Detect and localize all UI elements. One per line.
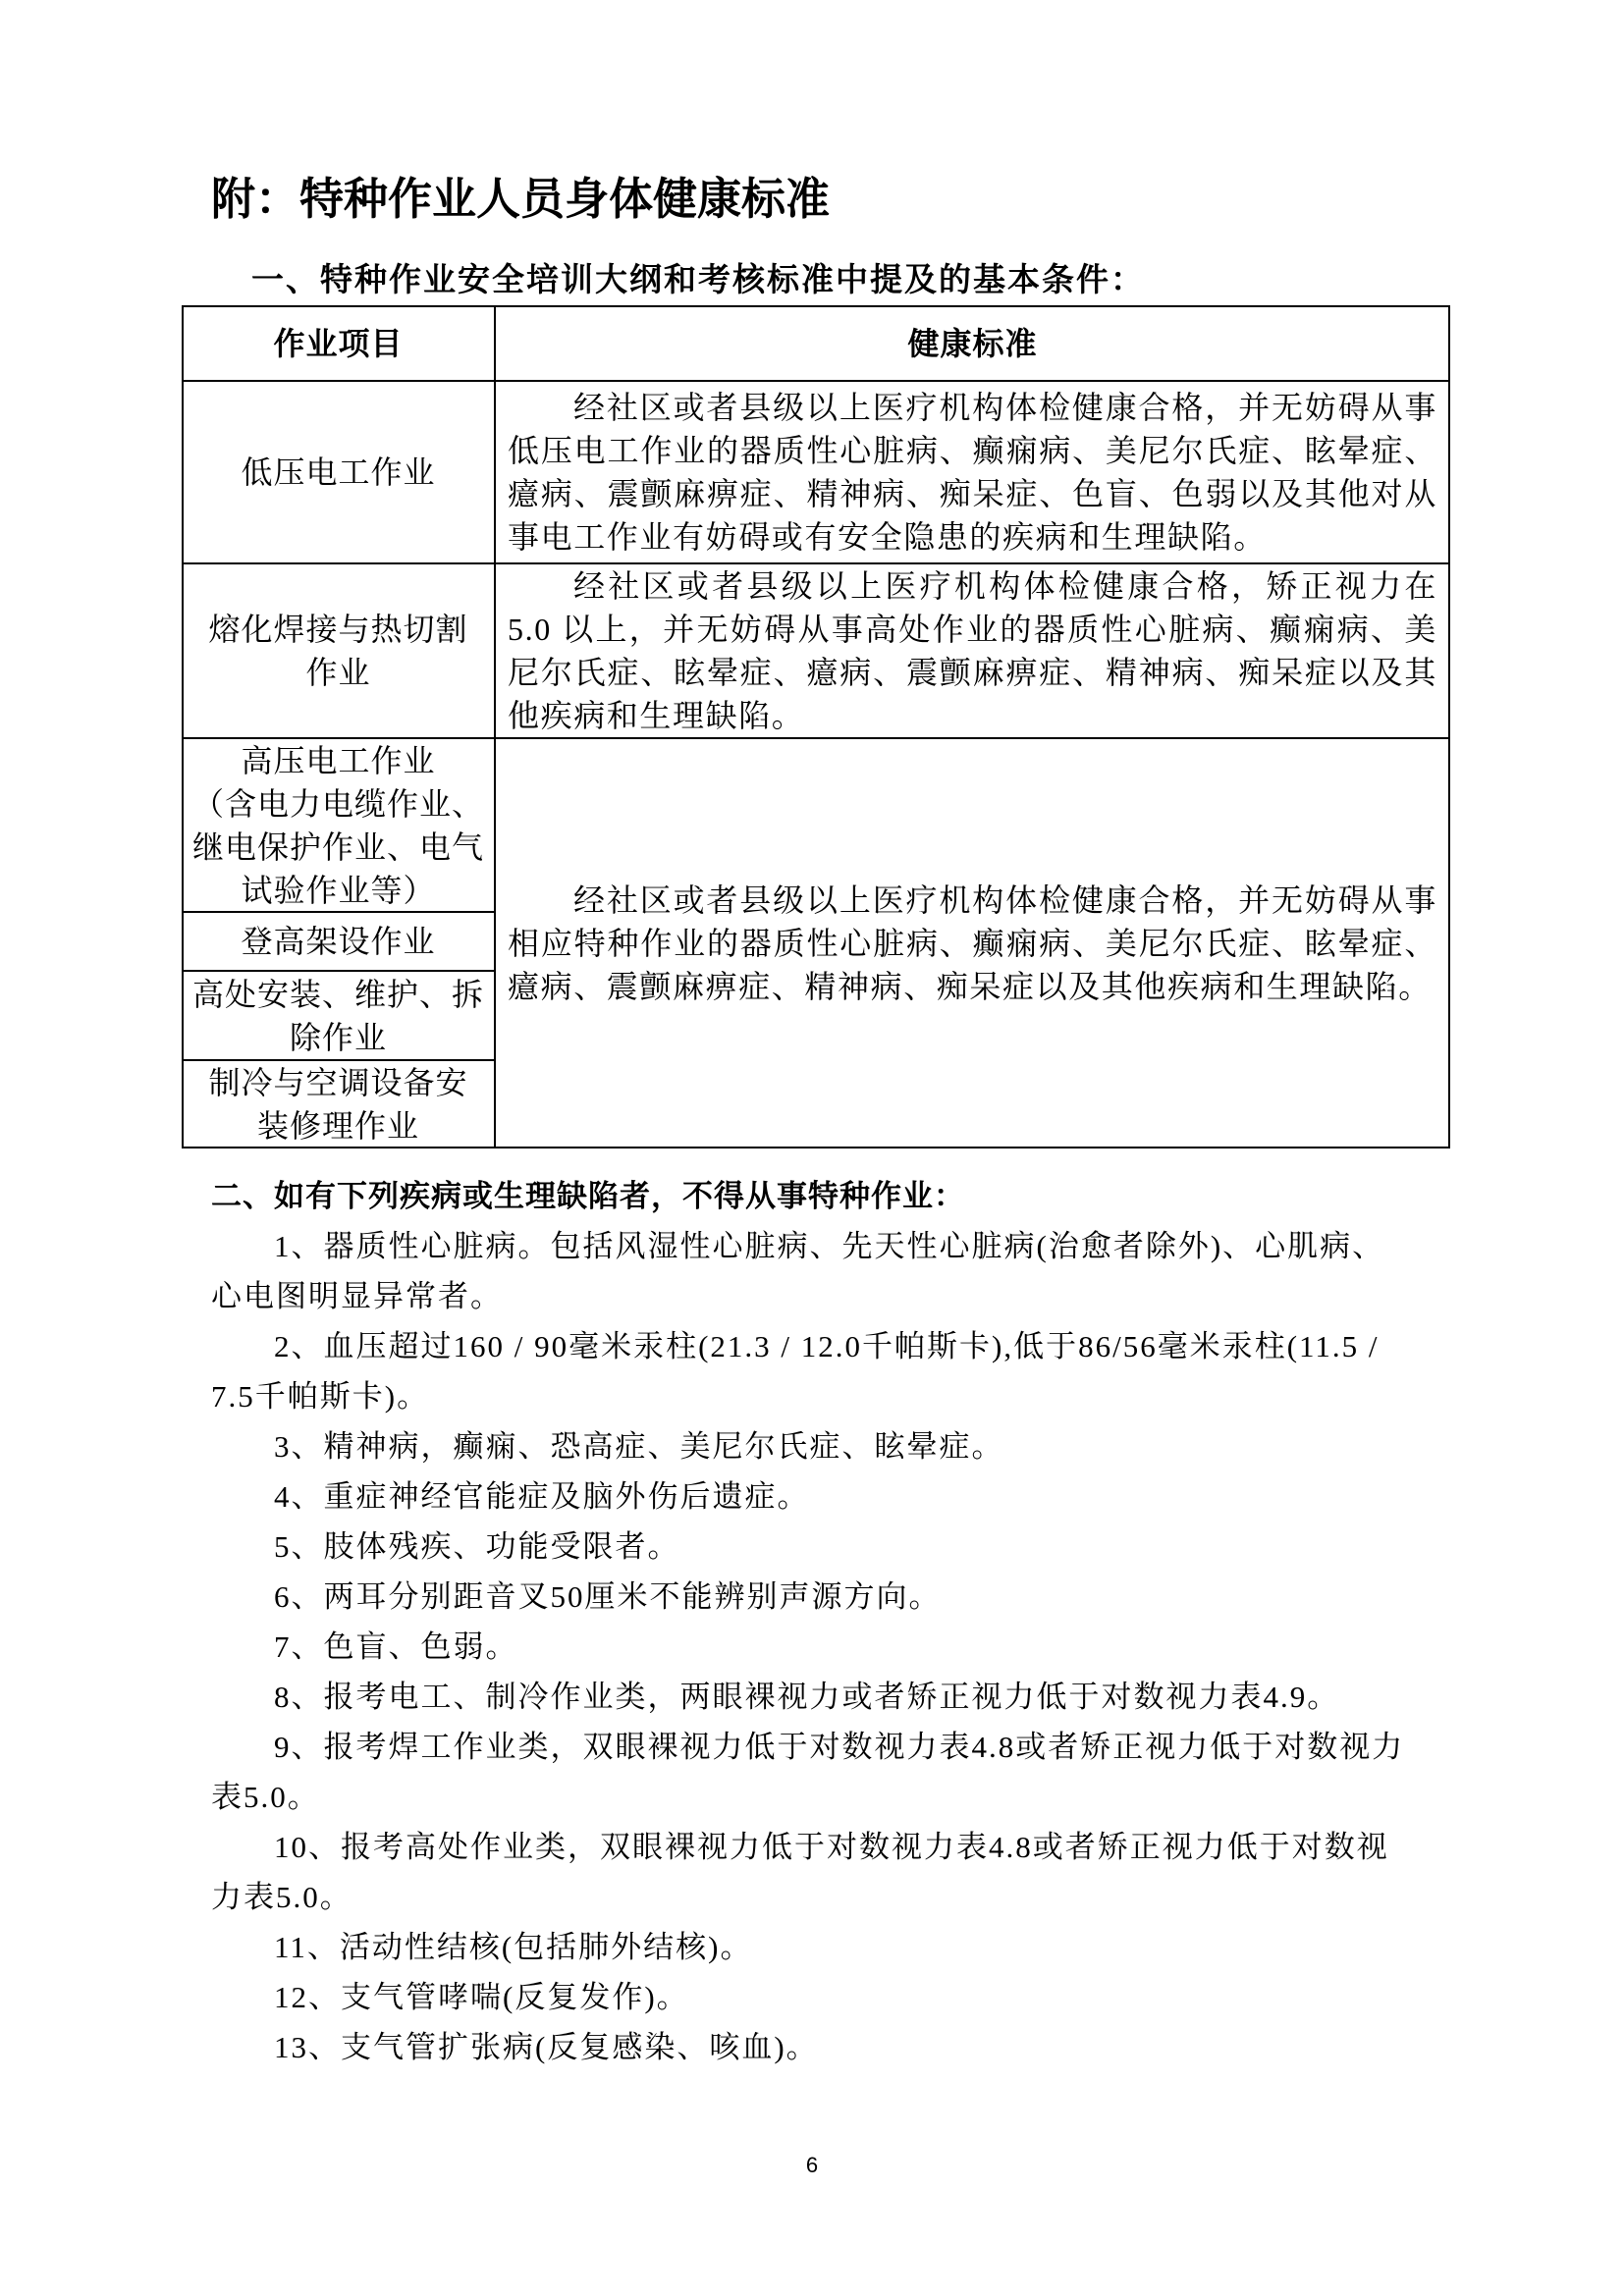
standard-cell-merged xyxy=(495,738,1450,1148)
job-cell xyxy=(182,738,495,912)
disqualifying-conditions-section xyxy=(211,1171,1411,2072)
standard-text: 经社区或者县级以上医疗机构体检健康合格，矫正视力在5.0 以上，并无妨碍从事高处作业的器质性心脏病、癫痫病、美尼尔氏症、眩晕症、癔病、震颤麻痹症、精神病、痴呆症以及其他疾病和生理缺陷。 xyxy=(508,568,1437,733)
job-label-line: 高处安装、维护、拆 xyxy=(191,976,484,1012)
list-item: 2、血压超过160 / 90毫米汞柱(21.3 / 12.0千帕斯卡),低于86/56毫米汞柱(11.5 / 7.5千帕斯卡)。 xyxy=(211,1329,1380,1414)
standard-text: 经社区或者县级以上医疗机构体检健康合格，并无妨碍从事相应特种作业的器质性心脏病、癫痫病、美尼尔氏症、眩晕症、癔病、震颤麻痹症、精神病、痴呆症以及其他疾病和生理缺陷。 xyxy=(508,882,1437,1004)
standard-cell xyxy=(495,563,1450,738)
job-label-line: 除作业 xyxy=(289,1019,387,1055)
job-label-line: 高压电工作业 xyxy=(241,742,436,778)
job-label-line: 低压电工作业 xyxy=(241,454,436,490)
section1-heading: 一、特种作业安全培训大纲和考核标准中提及的基本条件： xyxy=(251,263,1145,298)
job-label-line: （含电力电缆作业、 xyxy=(191,785,484,822)
header-label-standard: 健康标准 xyxy=(907,325,1038,361)
section2-heading: 二、如有下列疾病或生理缺陷者，不得从事特种作业： xyxy=(211,1179,965,1213)
list-item: 8、报考电工、制冷作业类，两眼裸视力或者矫正视力低于对数视力表4.9。 xyxy=(274,1680,1340,1714)
job-label-line: 装修理作业 xyxy=(256,1108,419,1144)
job-label-line: 登高架设作业 xyxy=(241,924,436,959)
job-cell xyxy=(182,971,495,1060)
header-label-job: 作业项目 xyxy=(273,325,404,361)
standard-cell xyxy=(495,381,1450,563)
job-cell xyxy=(182,1060,495,1148)
job-cell xyxy=(182,563,495,738)
job-cell xyxy=(182,912,495,971)
list-item: 7、色盲、色弱。 xyxy=(274,1629,518,1664)
list-item: 13、支气管扩张病(反复感染、咳血)。 xyxy=(274,2030,819,2064)
health-standard-table xyxy=(182,305,1450,1148)
page-number: 6 xyxy=(805,2153,819,2177)
list-item: 1、器质性心脏病。包括风湿性心脏病、先天性心脏病(治愈者除外)、心肌病、心电图明显异常者。 xyxy=(211,1229,1385,1313)
job-label-line: 试验作业等） xyxy=(241,872,436,908)
standard-text: 经社区或者县级以上医疗机构体检健康合格，并无妨碍从事低压电工作业的器质性心脏病、癫痫病、美尼尔氏症、眩晕症、癔病、震颤麻痹症、精神病、痴呆症、色盲、色弱以及其他对从事电工作业有妨碍或有安全隐患的疾病和生理缺陷。 xyxy=(508,390,1437,555)
list-item: 6、两耳分别距音叉50厘米不能辨别声源方向。 xyxy=(274,1579,942,1614)
job-label-line: 作业 xyxy=(305,655,371,690)
list-item: 3、精神病，癫痫、恐高症、美尼尔氏症、眩晕症。 xyxy=(274,1429,1004,1464)
page-title: 附：特种作业人员身体健康标准 xyxy=(211,175,831,224)
job-label-line: 熔化焊接与热切割 xyxy=(208,612,468,647)
list-item: 4、重症神经官能症及脑外伤后遗症。 xyxy=(274,1479,810,1514)
header-cell-job xyxy=(182,305,495,381)
list-item: 10、报考高处作业类，双眼裸视力低于对数视力表4.8或者矫正视力低于对数视力表5.0。 xyxy=(211,1830,1389,1914)
job-label-line: 制冷与空调设备安 xyxy=(208,1065,468,1100)
job-cell xyxy=(182,381,495,563)
list-item: 9、报考焊工作业类，双眼裸视力低于对数视力表4.8或者矫正视力低于对数视力表5.0。 xyxy=(211,1730,1405,1814)
list-item: 12、支气管哮喘(反复发作)。 xyxy=(274,1980,689,2014)
list-item: 11、活动性结核(包括肺外结核)。 xyxy=(274,1930,753,1964)
list-item: 5、肢体残疾、功能受限者。 xyxy=(274,1529,680,1564)
job-label-line: 继电保护作业、电气 xyxy=(191,828,484,865)
header-cell-standard xyxy=(495,305,1450,381)
